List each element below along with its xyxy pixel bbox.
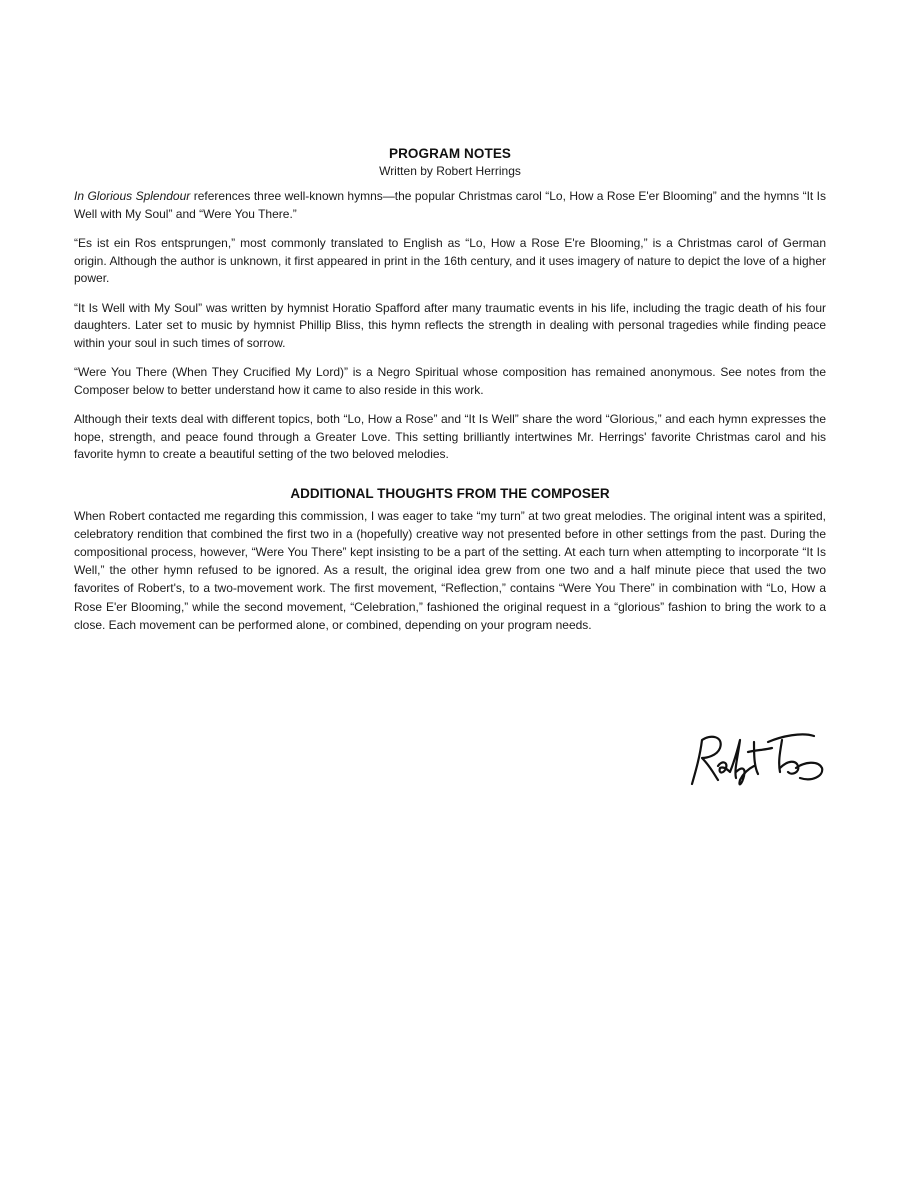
paragraph-were-you-there: “Were You There (When They Crucified My Lord)” is a Negro Spiritual whose composition has remained anonymous. See notes from the Composer below to better understand how it came to also reside in this work. [74, 365, 826, 397]
composer-section [74, 486, 826, 634]
intro-text: references three well-known hymns—the popular Christmas carol “Lo, How a Rose E'er Blooming” and the hymns “It Is Well with My Soul” and “Were You There.” [74, 189, 826, 221]
composer-thoughts-body: When Robert contacted me regarding this commission, I was eager to take “my turn” at two great melodies. The original intent was a spirited, celebratory rendition that combined the first two in a (hopefully) creative way not presented before in other settings from the past. During the compositional process, however, “Were You There” kept insisting to be a part of the setting. At each turn when attempting to incorporate “It Is Well,” the other hymn refused to be ignored. As a result, the original idea grew from one two and a half minute piece that used the two favorites of Robert's, to a two-movement work. The first movement, “Reflection,” contains “Were You There” in combination with “Lo, How a Rose E'er Blooming,” while the second movement, “Celebration,” fashioned the original request in a “glorious” fashion to bring the work to a close. Each movement can be performed alone, or combined, depending on your program needs. [74, 508, 826, 632]
program-notes-page [74, 146, 826, 646]
program-notes-title: PROGRAM NOTES [388, 146, 512, 161]
paragraph-setting: Although their texts deal with different topics, both “Lo, How a Rose” and “It Is Well” share the word “Glorious,” and each hymn expresses the hope, strength, and peace found through a Greater Love. This setting brilliantly intertwines Mr. Herrings' favorite Christmas carol and his favorite hymn to create a beautiful setting of the two beloved melodies. [74, 412, 826, 461]
paragraph-lo-how-a-rose: “Es ist ein Ros entsprungen,” most commonly translated to English as “Lo, How a Rose E're Blooming,” is a Christmas carol of German origin. Although the author is unknown, it first appeared in print in the 16th century, and it uses imagery of nature to depict the love of a higher power. [74, 236, 826, 285]
byline: Written by Robert Herrings [379, 164, 521, 178]
work-title-italic: In Glorious Splendour [74, 189, 191, 203]
intro-paragraph [74, 188, 826, 223]
composer-thoughts-title: ADDITIONAL THOUGHTS FROM THE COMPOSER [290, 485, 610, 501]
paragraph-it-is-well: “It Is Well with My Soul” was written by hymnist Horatio Spafford after many traumatic events in his life, including the tragic death of his four daughters. Later set to music by hymnist Phillip Bliss, this hymn reflects the strength in dealing with personal tragedies while finding peace within your soul in such times of sorrow. [74, 300, 826, 350]
handwritten-signature-icon [684, 722, 829, 792]
